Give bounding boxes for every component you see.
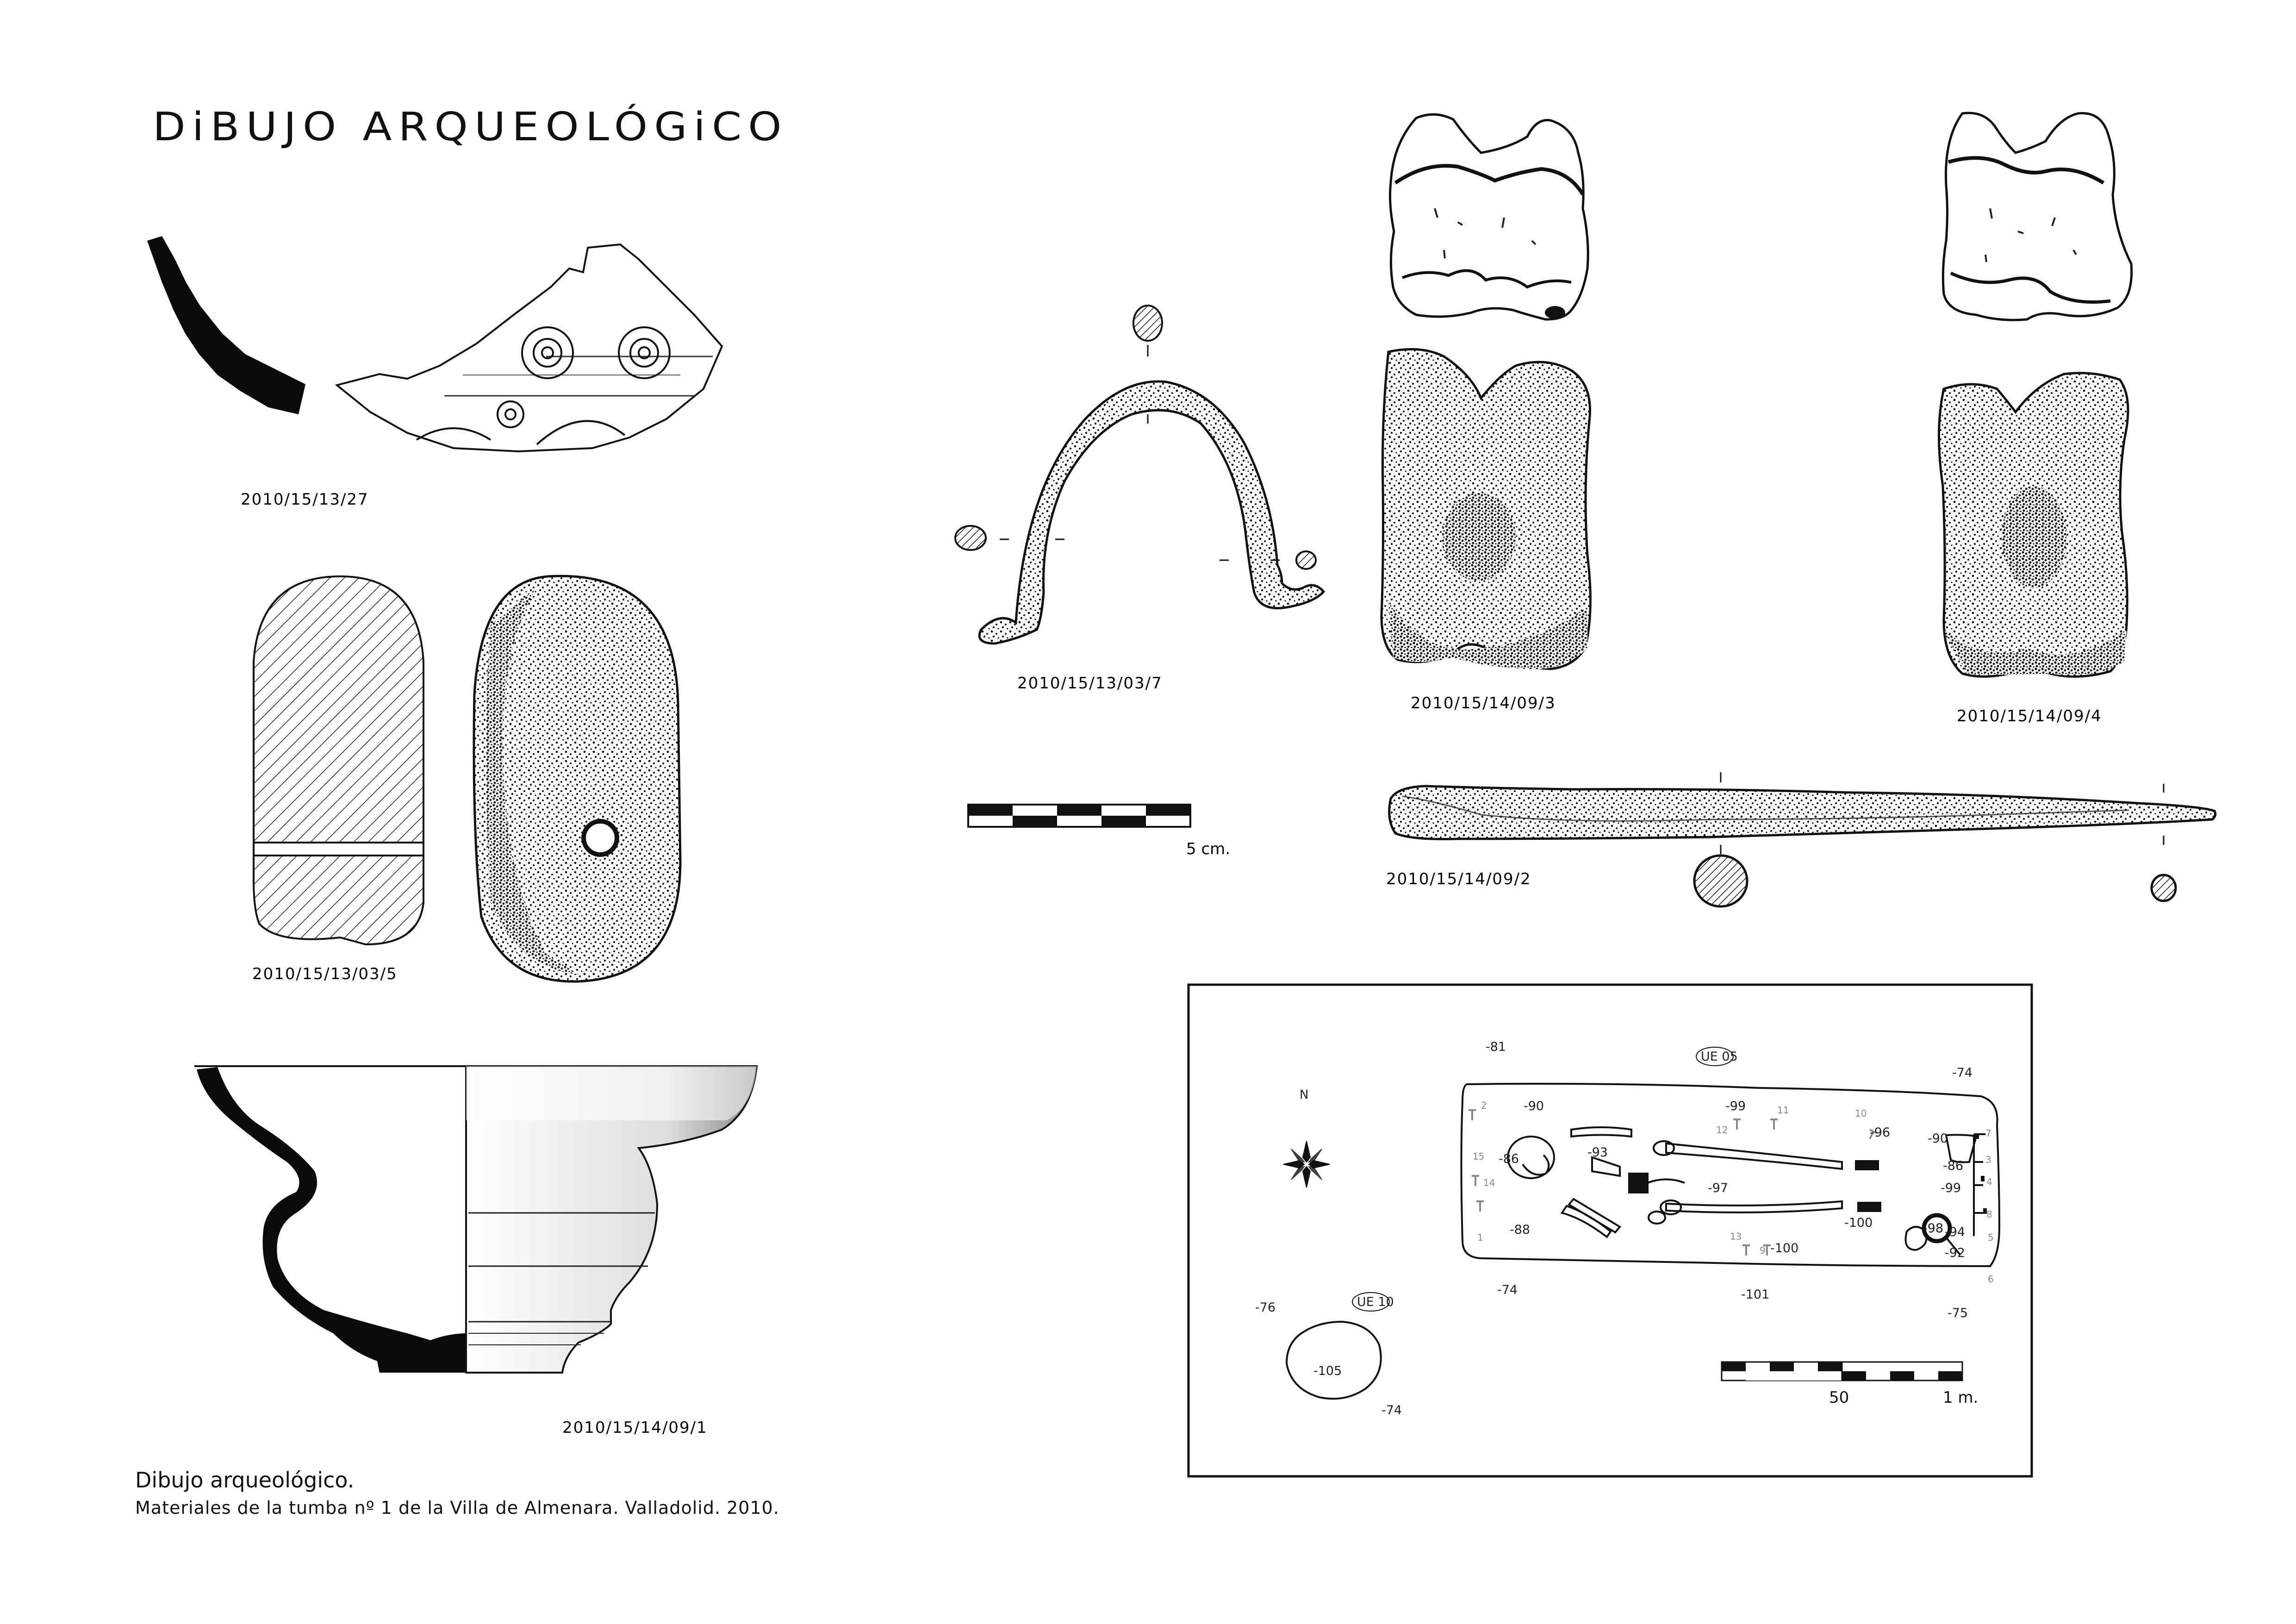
- level-label: -86: [1943, 1159, 1964, 1173]
- label-tooth-a: 2010/15/14/09/3: [1411, 694, 1556, 712]
- tooth-a-occlusal-drawing: [1390, 114, 1588, 319]
- scale-bar-5cm: [968, 805, 1190, 827]
- label-bowl: 2010/15/14/09/1: [562, 1418, 708, 1437]
- caption-subtitle: Materiales de la tumba nº 1 de la Villa de Almenara. Valladolid. 2010.: [135, 1498, 779, 1518]
- find-number: 6: [1988, 1274, 1994, 1285]
- find-number: 8: [1986, 1209, 1992, 1220]
- find-number: 13: [1730, 1231, 1742, 1242]
- level-label: -76: [1255, 1300, 1276, 1315]
- level-label: -100: [1844, 1216, 1873, 1230]
- label-iron-handle: 2010/15/13/03/7: [1017, 674, 1163, 693]
- scale-5cm-label: 5 cm.: [1186, 840, 1231, 858]
- level-label: -75: [1948, 1306, 1968, 1320]
- find-number: 1: [1477, 1232, 1483, 1243]
- find-number: 11: [1777, 1105, 1789, 1116]
- bowl-drawing: [194, 1066, 757, 1373]
- tomb-plan: [1188, 985, 2032, 1476]
- scale-50-label: 50: [1829, 1388, 1849, 1407]
- tooth-b-occlusal-drawing: [1943, 113, 2131, 320]
- north-label: N: [1300, 1088, 1309, 1102]
- find-number: 12: [1716, 1124, 1728, 1136]
- scale-1m-label: 1 m.: [1943, 1388, 1979, 1407]
- label-tooth-b: 2010/15/14/09/4: [1957, 707, 2102, 725]
- ue05-label: UE 05: [1701, 1049, 1738, 1064]
- level-label: -88: [1510, 1223, 1531, 1237]
- find-number: 9: [1760, 1245, 1766, 1256]
- sherd-drawing: [147, 236, 722, 451]
- find-number: 15: [1473, 1151, 1485, 1162]
- level-label: -92: [1945, 1246, 1966, 1260]
- level-label: -94: [1945, 1225, 1966, 1239]
- level-label: -74: [1952, 1066, 1973, 1080]
- level-label: -99: [1941, 1181, 1961, 1195]
- iron-handle-drawing: [955, 306, 1324, 643]
- level-label: -90: [1928, 1131, 1948, 1146]
- page-title: DiBUJO ARQUEOLÓGiCO: [153, 104, 788, 150]
- perforation-hole: [584, 821, 617, 855]
- find-number: 2: [1481, 1100, 1487, 1111]
- label-iron-rod: 2010/15/14/09/2: [1386, 870, 1531, 888]
- label-stone: 2010/15/13/03/5: [252, 965, 398, 983]
- level-label: -93: [1587, 1145, 1608, 1160]
- stone-view-drawing: [474, 576, 680, 981]
- level-label: -101: [1741, 1287, 1770, 1302]
- label-sherd: 2010/15/13/27: [241, 490, 369, 509]
- level-label: -98: [1923, 1221, 1944, 1236]
- scale-bar-1m: [1722, 1362, 1962, 1380]
- level-label: -99: [1725, 1099, 1746, 1113]
- level-label: -90: [1524, 1099, 1544, 1113]
- caption-title: Dibujo arqueológico.: [135, 1468, 355, 1493]
- level-label: -105: [1313, 1364, 1342, 1378]
- sherd-profile: [147, 236, 305, 414]
- level-label: -96: [1870, 1125, 1891, 1140]
- level-label: -74: [1497, 1283, 1518, 1297]
- ue10-label: UE 10: [1357, 1295, 1394, 1309]
- level-label: -74: [1381, 1403, 1402, 1418]
- find-number: 10: [1855, 1108, 1867, 1119]
- find-number: 5: [1988, 1232, 1994, 1243]
- find-number: 14: [1483, 1177, 1495, 1188]
- level-label: -100: [1770, 1241, 1799, 1255]
- level-label: -97: [1708, 1181, 1729, 1195]
- tooth-b-side-drawing: [1939, 373, 2128, 677]
- find-number: 3: [1985, 1154, 1991, 1165]
- sherd-body: [337, 244, 722, 451]
- find-number: 7: [1985, 1128, 1991, 1139]
- find-number: 4: [1986, 1176, 1992, 1187]
- tooth-a-side-drawing: [1381, 349, 1590, 669]
- stone-section-drawing: [254, 576, 423, 944]
- level-label: -86: [1499, 1152, 1519, 1166]
- level-label: -81: [1486, 1040, 1506, 1054]
